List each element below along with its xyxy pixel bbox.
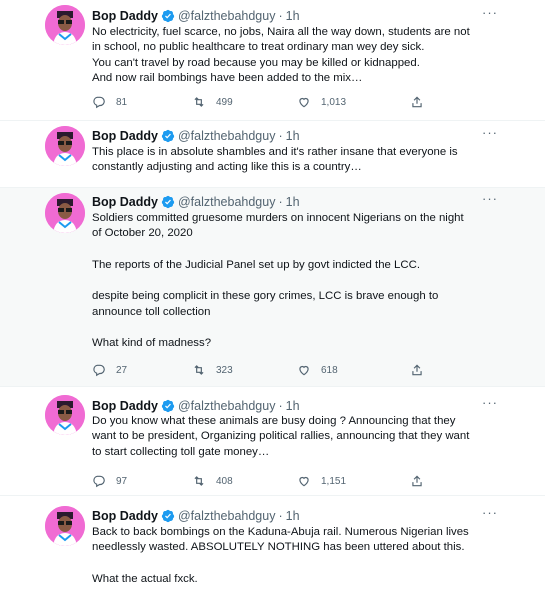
- handle[interactable]: @falzthebahdguy: [177, 129, 276, 143]
- timestamp[interactable]: 1h: [285, 129, 300, 143]
- tweet-header: Bop Daddy @falzthebahdguy · 1h: [92, 399, 300, 413]
- avatar[interactable]: [45, 5, 85, 45]
- handle[interactable]: @falzthebahdguy: [177, 9, 276, 23]
- handle[interactable]: @falzthebahdguy: [177, 195, 276, 209]
- timestamp[interactable]: 1h: [285, 195, 300, 209]
- like-count: 1,151: [321, 475, 347, 487]
- more-icon[interactable]: ···: [482, 125, 498, 140]
- retweet-icon: [192, 474, 206, 488]
- retweet-count: 499: [216, 96, 233, 108]
- tweet-4[interactable]: [0, 387, 545, 495]
- tweet-text: This place is in absolute shambles and it's rather insane that everyone is constantly adjusting and acting like this is a country…: [92, 146, 458, 174]
- more-icon[interactable]: ···: [482, 5, 498, 20]
- verified-badge-icon: [161, 195, 175, 209]
- like-icon: [297, 474, 311, 488]
- share-button[interactable]: [410, 361, 424, 379]
- like-count: 618: [321, 364, 338, 376]
- like-icon: [297, 95, 311, 109]
- reply-icon: [92, 474, 106, 488]
- tweet-5[interactable]: [0, 496, 545, 594]
- tweet-actions: [92, 472, 492, 490]
- reply-icon: [92, 95, 106, 109]
- tweet-header: Bop Daddy @falzthebahdguy · 1h: [92, 509, 300, 523]
- tweet-text: Soldiers committed gruesome murders on innocent Nigerians on the night of October 20, 2020 The reports of the Judicial Panel set up by govt indicted the LCC. despite being complicit in these gory crimes, LCC is brave enough to announce toll collection What kind of madness?: [92, 212, 464, 350]
- more-icon[interactable]: ···: [482, 191, 498, 206]
- tweet-2[interactable]: [0, 121, 545, 187]
- verified-badge-icon: [161, 129, 175, 143]
- display-name[interactable]: Bop Daddy: [92, 129, 158, 143]
- avatar[interactable]: [45, 395, 85, 435]
- timestamp[interactable]: 1h: [285, 9, 300, 23]
- verified-badge-icon: [161, 399, 175, 413]
- tweet-actions: [92, 93, 492, 111]
- handle[interactable]: @falzthebahdguy: [177, 399, 276, 413]
- reply-count: 97: [116, 475, 128, 487]
- tweet-text: Back to back bombings on the Kaduna-Abuja rail. Numerous Nigerian lives needlessly wasted. ABSOLUTELY NOTHING has been uttered about this. What the actual fxck.: [92, 526, 469, 585]
- reply-icon: [92, 363, 106, 377]
- retweet-count: 408: [216, 475, 233, 487]
- retweet-icon: [192, 363, 206, 377]
- timestamp[interactable]: 1h: [285, 509, 300, 523]
- share-icon: [410, 95, 424, 109]
- reply-button[interactable]: [92, 93, 127, 111]
- retweet-button[interactable]: [192, 361, 233, 379]
- share-icon: [410, 363, 424, 377]
- retweet-icon: [192, 95, 206, 109]
- tweet-text: Do you know what these animals are busy doing ? Announcing that they want to be president, Organizing political rallies, announcing that they want to start collecting toll gate money…: [92, 415, 470, 458]
- like-button[interactable]: [297, 361, 338, 379]
- avatar[interactable]: [45, 193, 85, 233]
- share-button[interactable]: [410, 472, 424, 490]
- display-name[interactable]: Bop Daddy: [92, 195, 158, 209]
- like-count: 1,013: [321, 96, 347, 108]
- reply-button[interactable]: [92, 472, 127, 490]
- more-icon[interactable]: ···: [482, 505, 498, 520]
- like-button[interactable]: [297, 93, 346, 111]
- tweet-text: No electricity, fuel scarce, no jobs, Naira all the way down, students are not in school, no public healthcare to treat ordinary man wey dey sick. You can't travel by road because you may be killed or kidnapped. And now rail bombings have been added to the mix…: [92, 26, 470, 85]
- more-icon[interactable]: ···: [482, 395, 498, 410]
- reply-count: 27: [116, 364, 128, 376]
- retweet-count: 323: [216, 364, 233, 376]
- tweet-1[interactable]: [0, 0, 545, 120]
- tweet-actions: [92, 361, 492, 379]
- tweet-3[interactable]: [0, 188, 545, 386]
- tweet-header: Bop Daddy @falzthebahdguy · 1h: [92, 9, 300, 23]
- share-icon: [410, 474, 424, 488]
- verified-badge-icon: [161, 9, 175, 23]
- retweet-button[interactable]: [192, 93, 233, 111]
- like-button[interactable]: [297, 472, 346, 490]
- like-icon: [297, 363, 311, 377]
- display-name[interactable]: Bop Daddy: [92, 509, 158, 523]
- display-name[interactable]: Bop Daddy: [92, 399, 158, 413]
- display-name[interactable]: Bop Daddy: [92, 9, 158, 23]
- avatar[interactable]: [45, 506, 85, 546]
- handle[interactable]: @falzthebahdguy: [177, 509, 276, 523]
- reply-button[interactable]: [92, 361, 127, 379]
- tweet-header: Bop Daddy @falzthebahdguy · 1h: [92, 195, 300, 209]
- timestamp[interactable]: 1h: [285, 399, 300, 413]
- avatar[interactable]: [45, 126, 85, 166]
- share-button[interactable]: [410, 93, 424, 111]
- tweet-header: Bop Daddy @falzthebahdguy · 1h: [92, 129, 300, 143]
- verified-badge-icon: [161, 509, 175, 523]
- retweet-button[interactable]: [192, 472, 233, 490]
- reply-count: 81: [116, 96, 128, 108]
